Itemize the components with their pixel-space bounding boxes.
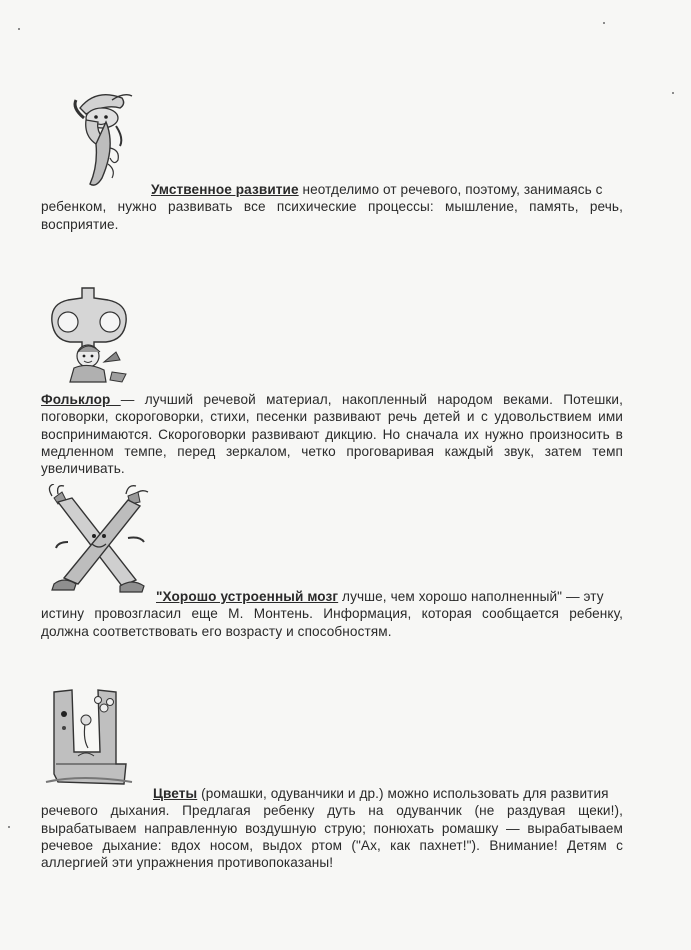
section-text-first: неотделимо от речевого, поэтому, занимаясь с bbox=[298, 182, 603, 197]
section-flowers bbox=[41, 785, 623, 871]
term-mental-development: Умственное развитие bbox=[151, 182, 299, 197]
section-text-first: лучше, чем хорошо наполненный" — эту bbox=[338, 589, 604, 604]
section-text-rest: ребенком, нужно развивать все психические процессы: мышление, память, речь, восприятие. bbox=[41, 199, 623, 232]
letter-f-cartoon-icon bbox=[46, 282, 132, 386]
letter-u-cartoon-icon bbox=[66, 86, 134, 192]
section-mental-development bbox=[41, 181, 623, 233]
scan-speck bbox=[672, 92, 674, 94]
letter-ts-cartoon-icon bbox=[42, 678, 138, 788]
scan-speck bbox=[18, 28, 20, 30]
section-text-rest: речевого дыхания. Предлагая ребенку дуть на одуванчик (не раздувая щеки!), вырабатываем направленную воздушную струю; понюхать ромашку — вырабатываем речевое дыхание: вдох носом, выдох ртом ("Ах, как пахнет!"). Внимание! Детям с аллергией эти упражнения противопоказаны! bbox=[41, 803, 623, 871]
section-folklore bbox=[41, 391, 623, 477]
scan-speck bbox=[603, 22, 605, 24]
section-text-first: (ромашки, одуванчики и др.) можно использовать для развития bbox=[197, 786, 609, 801]
section-text-rest: истину провозгласил еще М. Монтень. Информация, которая сообщается ребенку, должна соответствовать его возрасту и способностям. bbox=[41, 606, 623, 639]
term-folklore: Фольклор bbox=[41, 392, 121, 407]
scan-speck bbox=[8, 826, 10, 828]
term-flowers: Цветы bbox=[153, 786, 198, 801]
letter-kh-cartoon-icon bbox=[44, 484, 154, 594]
section-well-built-brain bbox=[41, 588, 623, 640]
term-well-built-brain: "Хорошо устроенный мозг bbox=[156, 589, 339, 604]
section-text-first: — лучший речевой материал, накопленный народом веками. Потешки, поговорки, скороговорки, стихи, песенки развивают речь детей и с удовольствием ими воспринимаются. Скороговорки развивают дикцию. Но сначала их нужно произносить в медленном темпе, перед зеркалом, четко проговаривая каждый звук, затем темп увеличивать. bbox=[41, 392, 623, 477]
